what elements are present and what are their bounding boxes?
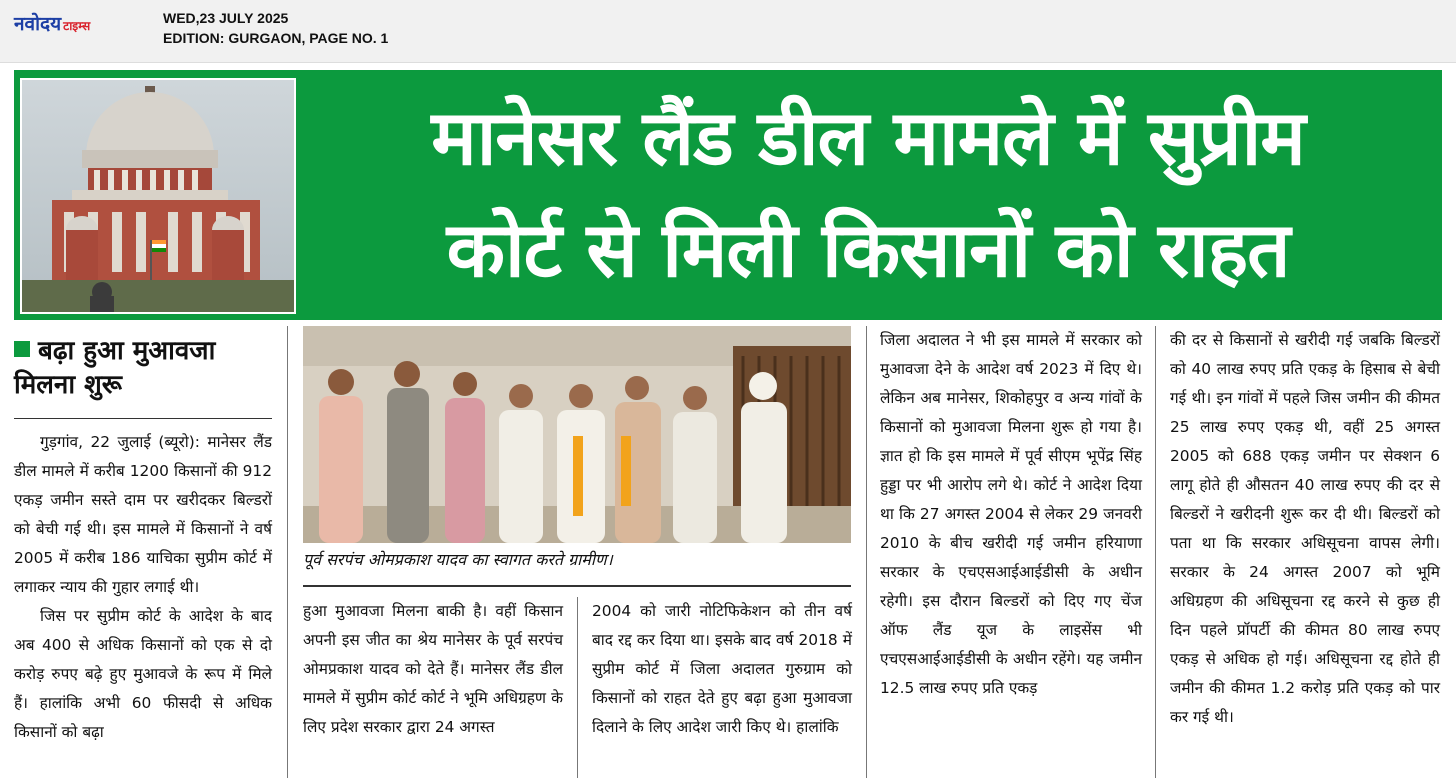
column-divider: [1155, 326, 1156, 778]
logo-sub-text: टाइम्स: [63, 19, 91, 33]
article-column-3: [592, 597, 852, 742]
newspaper-logo[interactable]: [14, 10, 90, 36]
article-column-5-text: की दर से किसानों से खरीदी गई जबकि बिल्डरों को 40 लाख रुपए प्रति एकड़ के हिसाब से बेची गई थी। इन गांवों में पहले जिस जमीन की कीमत 25 लाख रुपए एकड़ थी, वहीं 25 अगस्त 2005 को 688 एकड़ जमीन पर सेक्शन 6 लागू होते ही औसतन 40 लाख रुपए की दर से बिल्डरों ने खरीदनी शुरू कर दी थी। बिल्डरों को पता था कि सरकार अधिसूचना वापस लेगी। सरकार के 24 अगस्त 2007 को भूमि अधिग्रहण की अधिसूचना रद्द करने से कुछ ही दिन पहले प्रॉपर्टी की कीमत 80 लाख रुपए एकड़ से अधिक हो गई। अधिसूचना रद्द होते ही जमीन की कीमत 1.2 करोड़ प्रति एकड़ को पार कर गई थी।: [1170, 331, 1440, 726]
caption-divider: [303, 585, 851, 587]
edition-info: [163, 8, 388, 48]
article-column-3-text: 2004 को जारी नोटिफिकेशन को तीन वर्ष बाद रद्द कर दिया था। इसके बाद वर्ष 2018 में सुप्रीम कोर्ट में जिला अदालत गुरुग्राम को किसानों को राहत देते हुए बढ़ा हुआ मुआवजा दिलाने के लिए आदेश जारी किए थे। हालांकि: [592, 602, 852, 736]
sub-heading-line-2: मिलना शुरू: [14, 370, 123, 400]
article-column-5: [1170, 326, 1440, 732]
sub-heading: [14, 334, 272, 402]
column-divider: [577, 597, 578, 778]
main-headline: [300, 82, 1436, 312]
masthead-bar: [0, 0, 1456, 63]
article-column-2-text: हुआ मुआवजा मिलना बाकी है। वहीं किसान अपनी इस जीत का श्रेय मानेसर के पूर्व सरपंच ओमप्रकाश यादव को देते हैं। मानेसर लैंड डील मामले में सुप्रीम कोर्ट कोर्ट ने भूमि अधिग्रहण के लिए प्रदेश सरकार द्वारा 24 अगस्त: [303, 602, 563, 736]
article-paragraph-1: गुड़गांव, 22 जुलाई (ब्यूरो): मानेसर लैंड डील मामले में करीब 1200 किसानों की 912 एकड़ जमीन सस्ते दाम पर खरीदकर बिल्डरों को बेची गई थी। इस मामले में किसानों ने वर्ष 2005 में करीब 186 याचिका सुप्रीम कोर्ट में लगाकर न्याय की गुहार लगाई थी।: [14, 433, 272, 596]
bullet-square-icon: [14, 341, 30, 357]
article-column-4: [880, 326, 1142, 703]
article-column-1: [14, 428, 272, 747]
supreme-court-photo: [20, 78, 296, 314]
article-column-4-text: जिला अदालत ने भी इस मामले में सरकार को मुआवजा देने के आदेश वर्ष 2023 में दिए थे। लेकिन अब मानेसर, शिकोहपुर व अन्य गांवों के किसानों को मुआवजा मिलना शुरू हो गया है। ज्ञात हो कि इस मामले में पूर्व सीएम भूपेंद्र सिंह हुड्डा पर भी आरोप लगे थे। कोर्ट ने आदेश दिया था कि 27 अगस्त 2004 से लेकर 29 जनवरी 2010 के बीच खरीदी गई जमीन हरियाणा सरकार के एचएसआईआईडीसी के अधीन रहेगी। इस दौरान बिल्डरों को दिए गए चेंज ऑफ लैंड यूज के लाइसेंस भी एचएसआईआईडीसी के अधीन रहेंगे। यह जमीन 12.5 लाख रुपए प्रति एकड़: [880, 331, 1142, 697]
photo-caption: पूर्व सरपंच ओमप्रकाश यादव का स्वागत करते ग्रामीण।: [303, 550, 613, 569]
article-column-2: [303, 597, 563, 742]
edition-page: EDITION: GURGAON, PAGE NO. 1: [163, 30, 389, 46]
sub-heading-line-1: बढ़ा हुआ मुआवजा: [38, 336, 216, 366]
column-divider: [866, 326, 867, 778]
article-paragraph-2: जिस पर सुप्रीम कोर्ट के आदेश के बाद अब 400 से अधिक किसानों को एक से दो करोड़ रुपए बढ़े हुए मुआवजे के रूप में मिले हैं। हालांकि अभी 60 फीसदी से अधिक किसानों को बढ़ा: [14, 607, 272, 741]
edition-date: WED,23 JULY 2025: [163, 10, 289, 26]
logo-main-text: नवोदय: [14, 13, 62, 35]
supreme-court-illustration: [22, 80, 294, 312]
headline-line-2: कोर्ट से मिली किसानों को राहत: [446, 205, 1290, 294]
sub-heading-divider: [14, 418, 272, 419]
group-photo-illustration: [303, 326, 851, 543]
headline-line-1: मानेसर लैंड डील मामले में सुप्रीम: [431, 93, 1305, 182]
villagers-welcome-photo: [303, 326, 851, 543]
column-divider: [287, 326, 288, 778]
